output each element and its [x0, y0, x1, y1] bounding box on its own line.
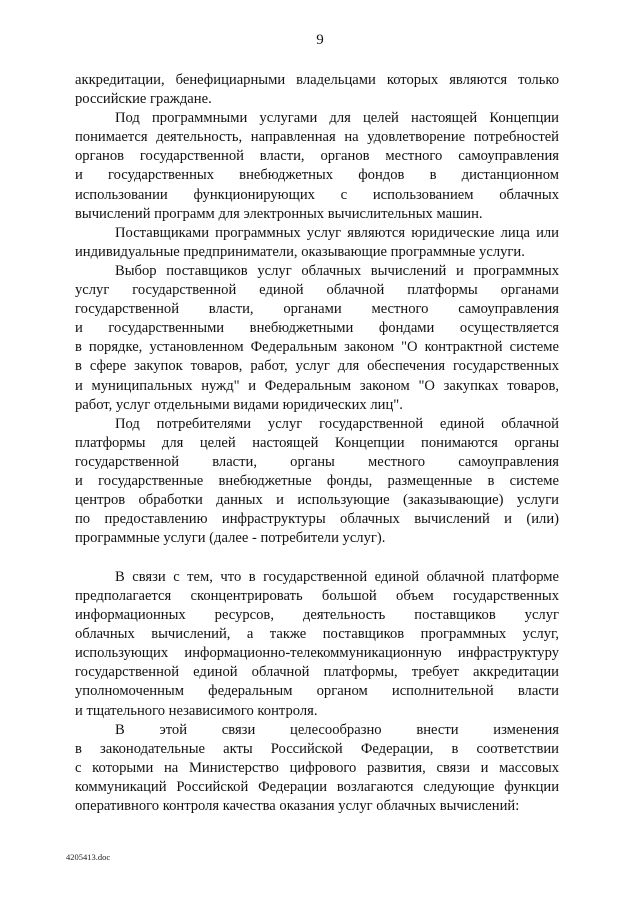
- text-line: в сфере закупок товаров, работ, услуг для обеспечения государственных: [75, 358, 559, 375]
- text-line: программные услуги (далее - потребители услуг).: [75, 530, 386, 547]
- text-line: российские граждане.: [75, 91, 212, 108]
- text-line: информационных ресурсов, деятельность поставщиков услуг: [75, 607, 559, 624]
- text-line: с которыми на Министерство цифрового развития, связи и массовых: [75, 759, 559, 776]
- text-line: аккредитации, бенефициарными владельцами которых являются только: [75, 72, 559, 88]
- text-line: в порядке, установленном Федеральным законом "О контрактной системе: [75, 339, 559, 356]
- document-file-code: 4205413.doc: [66, 852, 111, 862]
- paragraph-continuation: [75, 71, 559, 109]
- text-line: государственной власти, органы местного самоуправления: [75, 453, 559, 470]
- text-line: по предоставлению инфраструктуры облачных вычислений и (или): [75, 511, 559, 528]
- text-line: платформы для целей настоящей Концепции понимаются органы: [75, 434, 559, 451]
- text-line: В связи с тем, что в государственной единой облачной платформе: [115, 568, 559, 585]
- text-line: государственной единой облачной платформы, требует аккредитации: [75, 664, 559, 681]
- paragraph-service-consumers: [75, 415, 559, 549]
- text-line: оперативного контроля качества оказания услуг облачных вычислений:: [75, 797, 520, 814]
- text-line: Под потребителями услуг государственной единой облачной: [115, 415, 559, 432]
- text-line: индивидуальные предприниматели, оказывающие программные услуги.: [75, 243, 525, 260]
- paragraph-legislative-changes: [75, 721, 559, 816]
- paragraph-software-providers: [75, 224, 559, 262]
- text-line: вычислений программ для электронных вычислительных машин.: [75, 205, 483, 222]
- text-line: уполномоченным федеральным органом исполнительной власти: [75, 683, 559, 700]
- text-line: В этой связи целесообразно внести изменения: [115, 721, 559, 738]
- text-line: работ, услуг отдельными видами юридических лиц".: [75, 396, 403, 413]
- text-line: государственной власти, органами местного самоуправления: [75, 301, 559, 318]
- text-line: использовании функционирующих с использованием облачных: [75, 186, 559, 203]
- document-body: [75, 71, 559, 816]
- text-line: центров обработки данных и использующие (заказывающие) услуги: [75, 492, 559, 509]
- text-line: понимается деятельность, направленная на удовлетворение потребностей: [75, 129, 559, 146]
- paragraph-accreditation-requirement: [75, 568, 559, 721]
- paragraph-provider-selection: [75, 262, 559, 415]
- text-line: в законодательные акты Российской Федерации, в соответствии: [75, 740, 559, 757]
- text-line: коммуникаций Российской Федерации возлагаются следующие функции: [75, 778, 559, 795]
- text-line: и тщательного независимого контроля.: [75, 702, 318, 719]
- text-line: использующих информационно-телекоммуникационную инфраструктуру: [75, 645, 559, 662]
- text-line: Поставщиками программных услуг являются юридические лица или: [115, 224, 559, 241]
- text-line: органов государственной власти, органов местного самоуправления: [75, 148, 559, 165]
- text-line: услуг государственной единой облачной платформы органами: [75, 282, 559, 299]
- text-line: и государственных внебюджетных фондов в дистанционном: [75, 167, 559, 184]
- text-line: Под программными услугами для целей настоящей Концепции: [115, 110, 559, 127]
- text-line: облачных вычислений, а также поставщиков программных услуг,: [75, 626, 559, 643]
- page-number: 9: [316, 32, 324, 48]
- text-line: предполагается сконцентрировать большой объем государственных: [75, 587, 559, 604]
- text-line: и государственные внебюджетные фонды, размещенные в системе: [75, 472, 559, 489]
- text-line: Выбор поставщиков услуг облачных вычислений и программных: [115, 262, 559, 279]
- text-line: и государственными внебюджетными фондами осуществляется: [75, 320, 559, 337]
- text-line: и муниципальных нужд" и Федеральным законом "О закупках товаров,: [75, 377, 559, 394]
- paragraph-software-services-definition: [75, 109, 559, 224]
